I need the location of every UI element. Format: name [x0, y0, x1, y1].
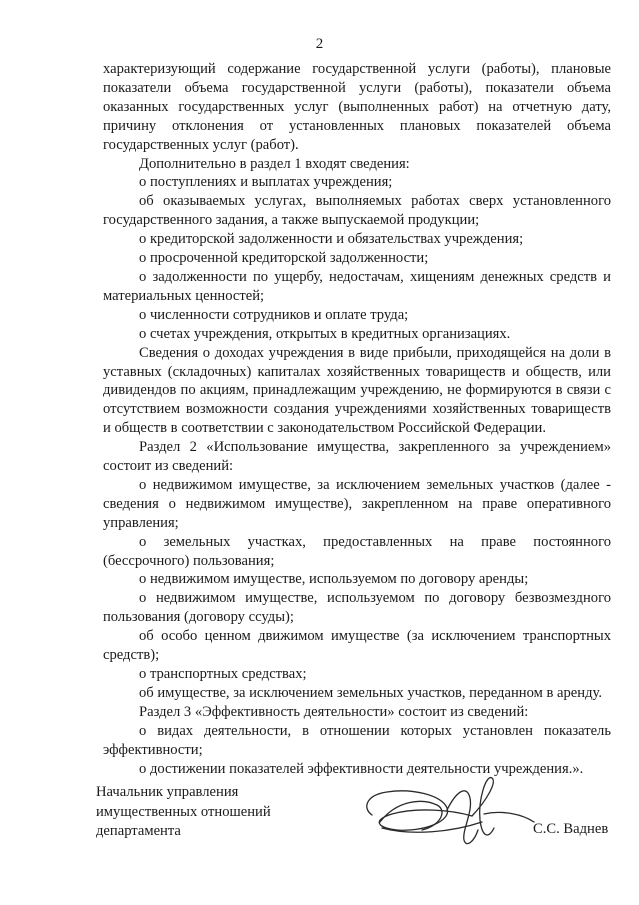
- paragraph: об особо ценном движимом имуществе (за исключением транспортных средств);: [103, 628, 611, 664]
- signatory-title: [96, 783, 271, 842]
- paragraph: о недвижимом имуществе, используемом по договору аренды;: [139, 571, 529, 588]
- paragraph: о поступлениях и выплатах учреждения;: [139, 174, 393, 191]
- paragraph: о задолженности по ущербу, недостачам, хищениям денежных средств и материальных ценностей;: [103, 268, 611, 304]
- paragraph: о численности сотрудников и оплате труда;: [139, 306, 409, 323]
- paragraph: об оказываемых услугах, выполняемых работах сверх установленного государственного задания, а также выпускаемой продукции;: [103, 193, 611, 229]
- paragraph: Раздел 2 «Использование имущества, закрепленного за учреждением» состоит из сведений:: [103, 439, 611, 475]
- paragraph: о недвижимом имуществе, используемом по договору безвозмездного пользования (договору ссуды);: [103, 590, 611, 626]
- paragraph: характеризующий содержание государственной услуги (работы), плановые показатели объема государственной услуги (работы), показатели объема оказанных государственных услуг (выполненных работ) на отчетную дату, причину отклонения от установленных плановых показателей объема государственных услуг (работ).: [103, 61, 611, 153]
- paragraph: о земельных участках, предоставленных на праве постоянного (бессрочного) пользования;: [103, 533, 611, 569]
- handwritten-signature: [352, 770, 542, 860]
- paragraph: Сведения о доходах учреждения в виде прибыли, приходящейся на доли в уставных (складочных) капиталах хозяйственных товариществ и обществ, или дивидендов по акциям, принадлежащим учреждению, не формируются в связи с отсутствием возможности создания учреждениями хозяйственных товариществ и обществ в соответствии с законодательством Российской Федерации.: [103, 344, 611, 437]
- signatory-title-line: имущественных отношений: [96, 803, 271, 820]
- signatory-title-line: департамента: [96, 823, 181, 839]
- paragraph: о счетах учреждения, открытых в кредитных организациях.: [139, 325, 511, 342]
- paragraph: о достижении показателей эффективности деятельности учреждения.».: [139, 760, 584, 777]
- signatory-name: С.С. Ваднев: [533, 821, 609, 837]
- paragraph: о просроченной кредиторской задолженности;: [139, 250, 429, 267]
- paragraph: об имуществе, за исключением земельных участков, переданном в аренду.: [139, 684, 602, 701]
- document-body: [103, 60, 611, 778]
- paragraph: о недвижимом имуществе, за исключением земельных участков (далее - сведения о недвижимом имуществе), закрепленном на праве оперативного управления;: [103, 476, 611, 531]
- paragraph: о кредиторской задолженности и обязательствах учреждения;: [139, 231, 524, 248]
- paragraph: о видах деятельности, в отношении которых установлен показатель эффективности;: [103, 722, 611, 758]
- page-number: 2: [315, 36, 324, 52]
- paragraph: Раздел 3 «Эффективность деятельности» состоит из сведений:: [139, 703, 529, 720]
- paragraph: о транспортных средствах;: [139, 666, 307, 682]
- paragraph: Дополнительно в раздел 1 входят сведения:: [139, 155, 410, 172]
- signatory-title-line: Начальник управления: [96, 784, 239, 800]
